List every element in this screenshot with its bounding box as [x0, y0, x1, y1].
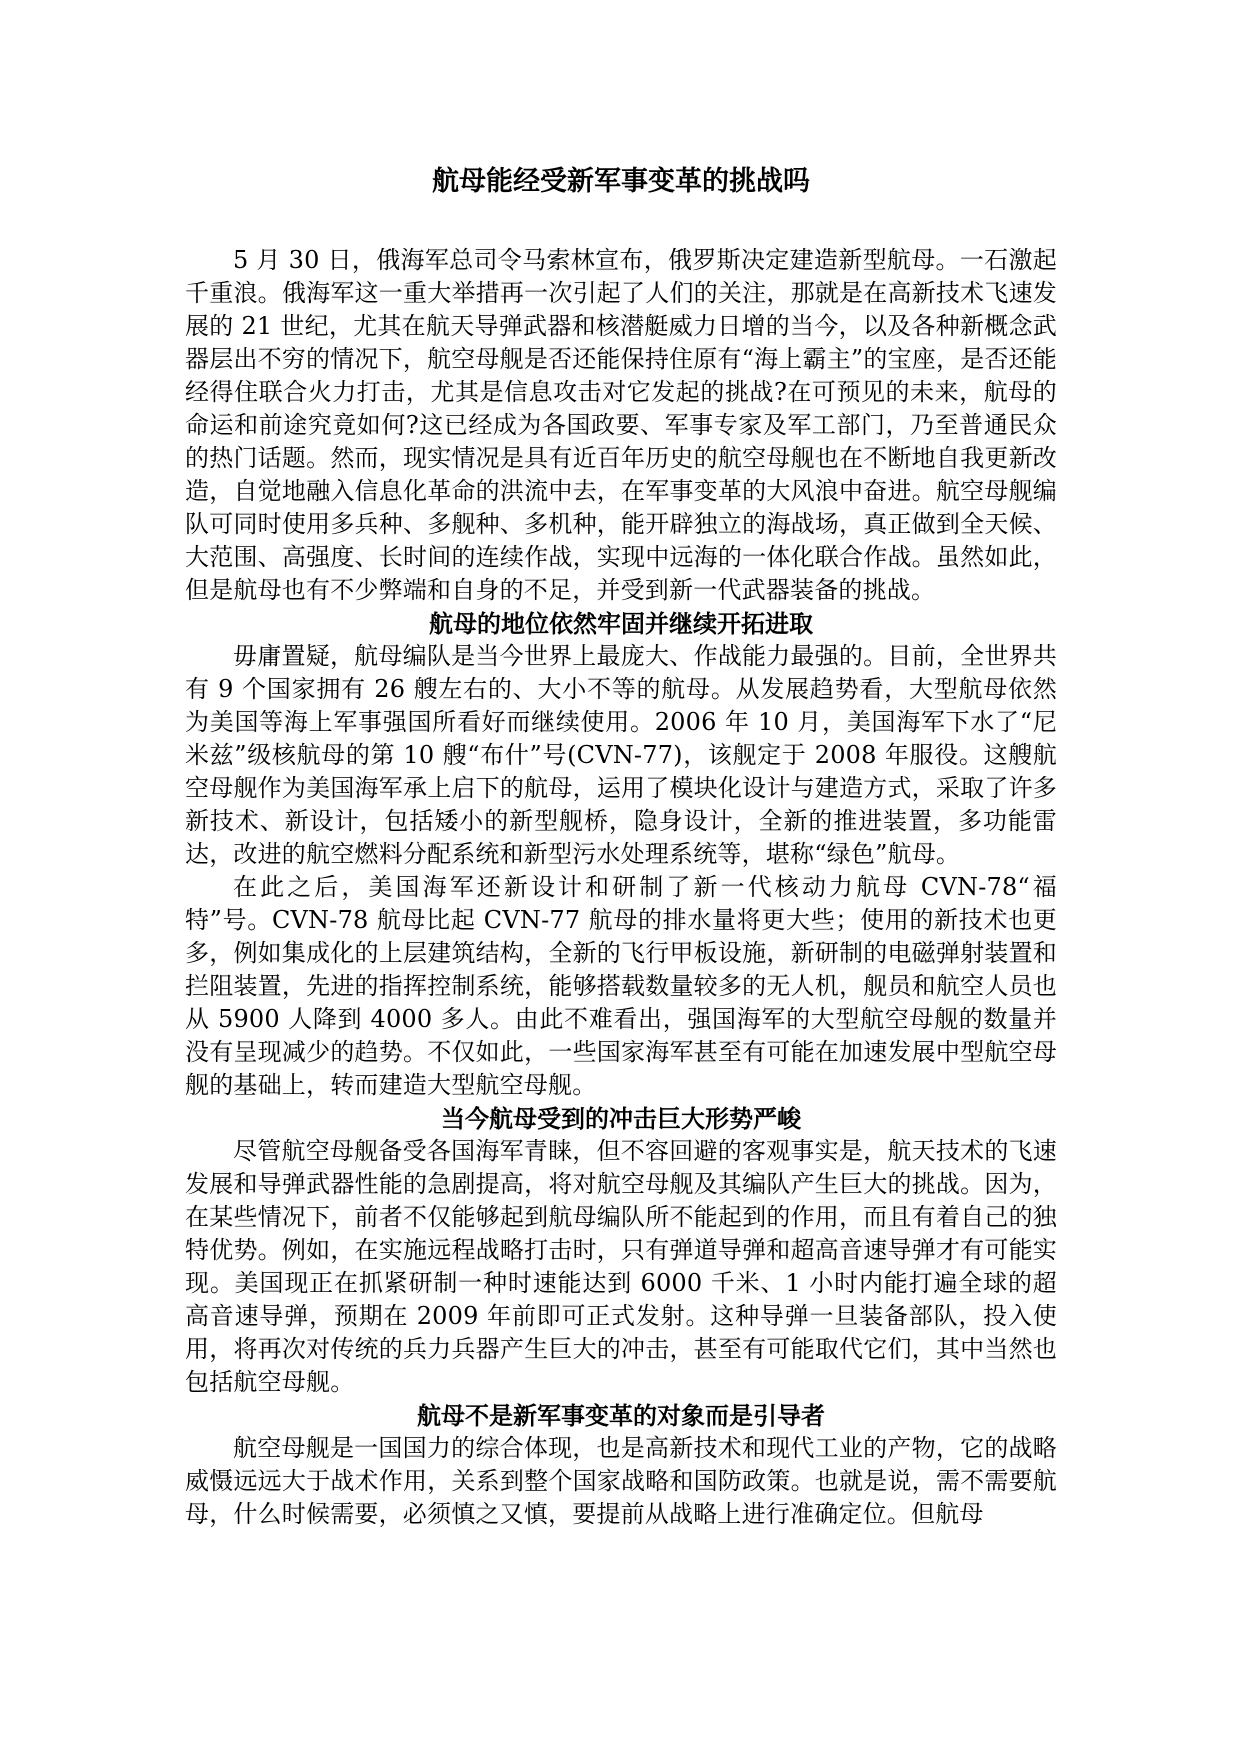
section-heading-leader: 航母不是新军事变革的对象而是引导者	[417, 1401, 825, 1430]
section-heading-status: 航母的地位依然牢固并继续开拓进取	[429, 609, 813, 638]
section-heading-impact: 当今航母受到的冲击巨大形势严峻	[441, 1104, 801, 1133]
section-status-paragraph-1: 毋庸置疑，航母编队是当今世界上最庞大、作战能力最强的。目前，全世界共有 9 个国家拥有 26 艘左右的、大小不等的航母。从发展趋势看，大型航母依然为美国等海上军事强国所看好而继续使用。2006 年 10 月，美国海军下水了“尼米兹”级核航母的第 10 艘“布什”号(CVN-77)，该舰定于 2008 年服役。这艘航空母舰作为美国海军承上启下的航母，运用了模块化设计与建造方式，采取了许多新技术、新设计，包括矮小的新型舰桥，隐身设计，全新的推进装置，多功能雷达，改进的航空燃料分配系统和新型污水处理系统等，堪称“绿色”航母。	[185, 642, 1057, 868]
document-title: 航母能经受新军事变革的挑战吗	[432, 166, 810, 197]
section-leader-paragraph-1: 航空母舰是一国国力的综合体现，也是高新技术和现代工业的产物，它的战略威慑远远大于战术作用，关系到整个国家战略和国防政策。也就是说，需不需要航母，什么时候需要，必须慎之又慎，要提前从战略上进行准确定位。但航母	[185, 1434, 1057, 1528]
section-status-paragraph-2: 在此之后，美国海军还新设计和研制了新一代核动力航母 CVN-78“福特”号。CVN-78 航母比起 CVN-77 航母的排水量将更大些；使用的新技术也更多，例如集成化的上层建筑结构，全新的飞行甲板设施，新研制的电磁弹射装置和拦阻装置，先进的指挥控制系统，能够搭载数量较多的无人机，舰员和航空人员也从 5900 人降到 4000 多人。由此不难看出，强国海军的大型航空母舰的数量并没有呈现减少的趋势。不仅如此，一些国家海军甚至有可能在加速发展中型航空母舰的基础上，转而建造大型航空母舰。	[185, 873, 1057, 1099]
section-impact-paragraph-1: 尽管航空母舰备受各国海军青睐，但不容回避的客观事实是，航天技术的飞速发展和导弹武器性能的急剧提高，将对航空母舰及其编队产生巨大的挑战。因为，在某些情况下，前者不仅能够起到航母编队所不能起到的作用，而且有着自己的独特优势。例如，在实施远程战略打击时，只有弹道导弹和超高音速导弹才有可能实现。美国现正在抓紧研制一种时速能达到 6000 千米、1 小时内能打遍全球的超高音速导弹，预期在 2009 年前即可正式发射。这种导弹一旦装备部队，投入使用，将再次对传统的兵力兵器产生巨大的冲击，甚至有可能取代它们，其中当然也包括航空母舰。	[185, 1137, 1057, 1396]
intro-paragraph: 5 月 30 日，俄海军总司令马索林宣布，俄罗斯决定建造新型航母。一石激起千重浪。俄海军这一重大举措再一次引起了人们的关注，那就是在高新技术飞速发展的 21 世纪，尤其在航天导弹武器和核潜艇威力日增的当今，以及各种新概念武器层出不穷的情况下，航空母舰是否还能保持住原有“海上霸主”的宝座，是否还能经得住联合火力打击，尤其是信息攻击对它发起的挑战?在可预见的未来，航母的命运和前途究竟如何?这已经成为各国政要、军事专家及军工部门，乃至普通民众的热门话题。然而，现实情况是具有近百年历史的航空母舰也在不断地自我更新改造，自觉地融入信息化革命的洪流中去，在军事变革的大风浪中奋进。航空母舰编队可同时使用多兵种、多舰种、多机种，能开辟独立的海战场，真正做到全天候、大范围、高强度、长时间的连续作战，实现中远海的一体化联合作战。虽然如此，但是航母也有不少弊端和自身的不足，并受到新一代武器装备的挑战。	[185, 246, 1057, 604]
document-body	[185, 162, 1057, 1531]
